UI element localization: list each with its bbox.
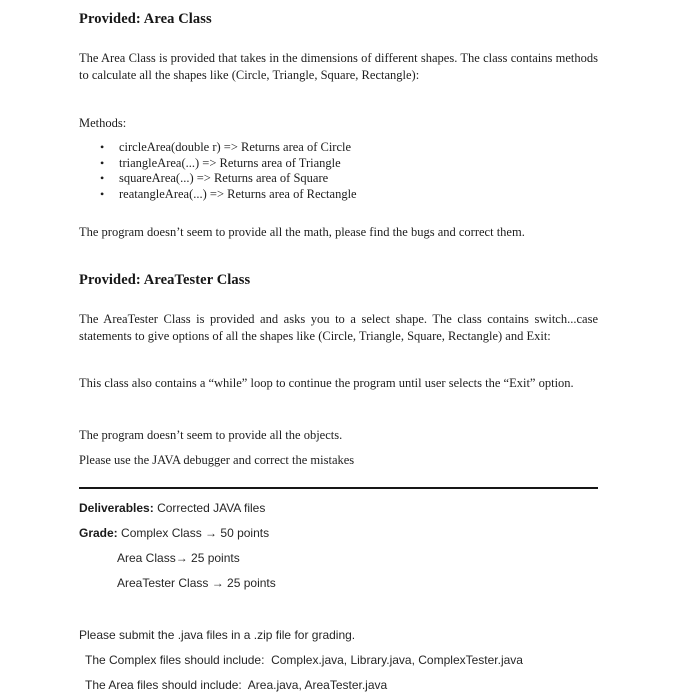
deliverables-value: Corrected JAVA files xyxy=(157,501,266,515)
grade-label: Grade: xyxy=(79,526,118,540)
grade-line-complex xyxy=(79,525,598,541)
list-item-text: reatangleArea(...) => Returns area of Rectangle xyxy=(119,186,357,201)
debugger-note: Please use the JAVA debugger and correct the mistakes xyxy=(79,453,355,467)
deliverables-line xyxy=(79,500,598,516)
while-loop-note: This class also contains a “while” loop to continue the program until user selects the “Exit” option. xyxy=(79,376,574,390)
zip-submission-note: Please submit the .java files in a .zip file for grading. xyxy=(79,628,356,642)
list-item-circle-area xyxy=(100,140,598,156)
bullet-icon: • xyxy=(100,155,105,170)
bullet-icon: • xyxy=(100,140,105,154)
math-bugs-note: The program doesn’t seem to provide all the math, please find the bugs and correct them. xyxy=(79,225,525,239)
methods-bullet-list xyxy=(79,140,598,202)
bullet-icon: • xyxy=(100,171,105,185)
list-item-text: circleArea(double r) => Returns area of Circle xyxy=(119,140,352,154)
list-item-text: squareArea(...) => Returns area of Square xyxy=(119,171,329,185)
deliverables-label: Deliverables: xyxy=(79,501,154,515)
list-item-text: triangleArea(...) => Returns area of Triangle xyxy=(119,155,341,170)
section-divider xyxy=(79,487,598,489)
area-class-intro-paragraph: The Area Class is provided that takes in the dimensions of different shapes. The class contains methods to calculate all the shapes like (Circle, Triangle, Square, Rectangle): xyxy=(79,51,598,82)
grade-line-areatester: AreaTester Class → 25 points xyxy=(117,576,276,590)
objects-bugs-note: The program doesn’t seem to provide all the objects. xyxy=(79,428,343,442)
list-item-square-area xyxy=(100,171,598,187)
list-item-triangle-area xyxy=(100,156,598,172)
complex-files-note: The Complex files should include: Complex.java, Library.java, ComplexTester.java xyxy=(85,653,523,667)
heading-provided-areatester-class: Provided: AreaTester Class xyxy=(79,272,251,288)
list-item-rectangle-area xyxy=(100,187,598,203)
grade-complex-value: Complex Class → 50 points xyxy=(121,526,270,540)
methods-label: Methods: xyxy=(79,116,127,130)
heading-provided-area-class: Provided: Area Class xyxy=(79,11,212,27)
area-files-note: The Area files should include: Area.java, AreaTester.java xyxy=(85,678,388,692)
bullet-icon: • xyxy=(100,186,105,201)
grade-line-area: Area Class→ 25 points xyxy=(117,551,240,565)
areatester-intro-paragraph: The AreaTester Class is provided and asks you to a select shape. The class contains switch...case statements to give options of all the shapes like (Circle, Triangle, Square, Rectangle) and Exit: xyxy=(79,312,598,343)
